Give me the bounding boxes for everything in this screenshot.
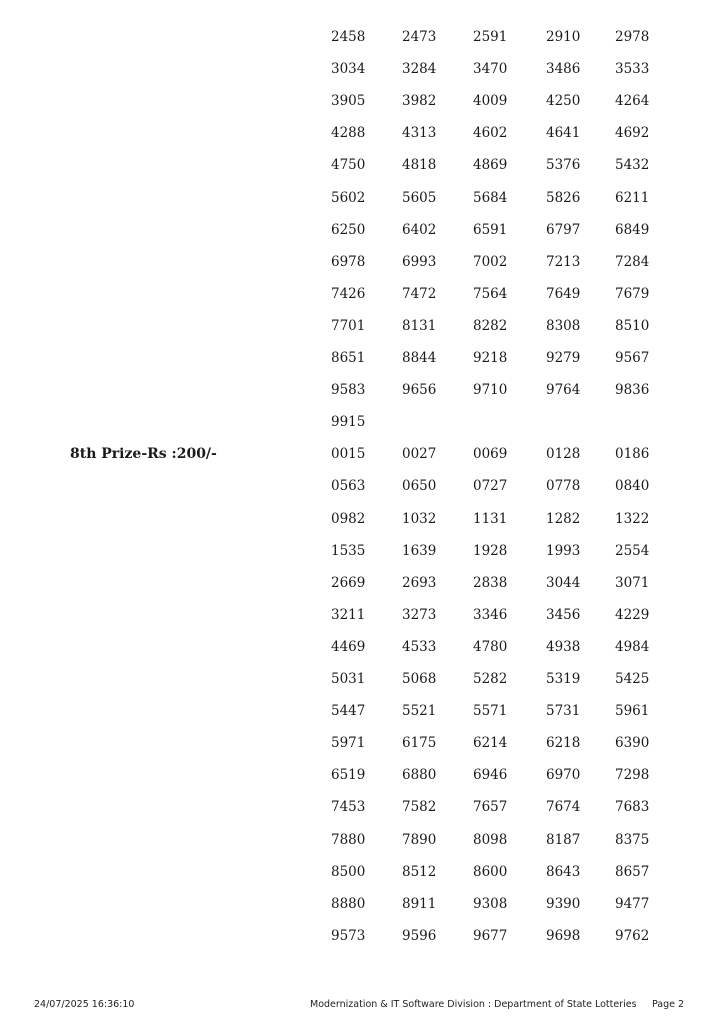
winning-number: 1639 — [402, 542, 437, 559]
table-row — [0, 831, 724, 863]
winning-number: 7880 — [331, 831, 366, 848]
winning-number: 0069 — [473, 446, 508, 463]
table-row — [0, 317, 724, 349]
winning-number: 3905 — [331, 93, 366, 110]
footer-page-number: Page 2 — [652, 999, 685, 1010]
winning-number: 4641 — [546, 125, 581, 142]
winning-number: 9836 — [615, 382, 650, 399]
winning-number: 9710 — [473, 382, 508, 399]
winning-number: 9762 — [615, 927, 650, 944]
winning-number: 1993 — [546, 542, 581, 559]
winning-number: 0027 — [402, 446, 437, 463]
winning-number: 4780 — [473, 638, 508, 655]
winning-number: 7426 — [331, 285, 366, 302]
winning-number: 9915 — [331, 414, 366, 431]
winning-number: 4313 — [402, 125, 437, 142]
winning-number: 6978 — [331, 253, 366, 270]
winning-number: 2693 — [402, 574, 437, 591]
winning-number: 3044 — [546, 574, 581, 591]
winning-number: 5605 — [402, 189, 437, 206]
table-row — [0, 156, 724, 188]
winning-number: 7472 — [402, 285, 437, 302]
winning-number: 6849 — [615, 221, 650, 238]
winning-number: 0563 — [331, 478, 366, 495]
winning-number: 1928 — [473, 542, 508, 559]
winning-number: 4229 — [615, 606, 650, 623]
winning-number: 9596 — [402, 927, 437, 944]
table-row — [0, 510, 724, 542]
winning-number: 7453 — [331, 799, 366, 816]
winning-number: 9477 — [615, 895, 650, 912]
table-row — [0, 798, 724, 830]
table-row — [0, 381, 724, 413]
winning-number: 5319 — [546, 671, 581, 687]
table-row — [0, 734, 724, 766]
table-row — [0, 927, 724, 959]
winning-number: 6211 — [615, 189, 650, 206]
winning-number: 4533 — [402, 638, 437, 655]
winning-number: 7213 — [546, 253, 581, 270]
winning-number: 5684 — [473, 189, 508, 206]
winning-number: 5425 — [615, 671, 650, 687]
winning-number: 7683 — [615, 799, 650, 816]
winning-number: 3211 — [331, 606, 366, 623]
winning-number: 8512 — [402, 863, 437, 880]
table-row — [0, 285, 724, 317]
winning-number: 4692 — [615, 125, 650, 142]
table-row — [0, 445, 724, 477]
winning-number: 3456 — [546, 606, 581, 623]
winning-number: 1032 — [402, 510, 437, 527]
winning-number: 3533 — [615, 61, 650, 78]
table-row — [0, 766, 724, 798]
winning-number: 0128 — [546, 446, 581, 463]
winning-number: 8911 — [402, 895, 437, 912]
winning-number: 6797 — [546, 221, 581, 238]
winning-number: 7657 — [473, 799, 508, 816]
winning-number: 6993 — [402, 253, 437, 270]
winning-number: 9764 — [546, 382, 581, 399]
winning-number: 4009 — [473, 93, 508, 110]
winning-number: 6218 — [546, 735, 581, 752]
winning-number: 7298 — [615, 767, 650, 784]
winning-number: 5521 — [402, 703, 437, 720]
winning-number: 3071 — [615, 574, 650, 591]
winning-number: 7890 — [402, 831, 437, 848]
winning-number: 6250 — [331, 221, 366, 238]
winning-number: 0015 — [331, 446, 366, 463]
winning-number: 2591 — [473, 29, 508, 45]
footer-timestamp: 24/07/2025 16:36:10 — [34, 999, 135, 1010]
winning-number: 2473 — [402, 29, 437, 45]
winning-number: 5961 — [615, 703, 650, 720]
winning-number: 6390 — [615, 735, 650, 752]
winning-number: 4264 — [615, 93, 650, 110]
winning-number: 8308 — [546, 317, 581, 334]
winning-number: 2978 — [615, 29, 650, 45]
winning-number: 1282 — [546, 510, 581, 527]
winning-number: 5731 — [546, 703, 581, 720]
winning-number: 4818 — [402, 157, 437, 174]
winning-number: 4750 — [331, 157, 366, 174]
winning-number: 3284 — [402, 61, 437, 78]
winning-number: 6519 — [331, 767, 366, 784]
winning-number: 4984 — [615, 638, 650, 655]
winning-number: 2458 — [331, 29, 366, 45]
winning-number: 7701 — [331, 317, 366, 334]
winning-number: 9567 — [615, 350, 650, 366]
winning-number: 7674 — [546, 799, 581, 816]
winning-number: 8844 — [402, 350, 437, 366]
winning-number: 7679 — [615, 285, 650, 302]
winning-number: 0186 — [615, 446, 650, 463]
winning-number: 6402 — [402, 221, 437, 238]
winning-number: 8510 — [615, 317, 650, 334]
table-row — [0, 606, 724, 638]
winning-number: 9279 — [546, 350, 581, 366]
winning-number: 5571 — [473, 703, 508, 720]
winning-number: 4869 — [473, 157, 508, 174]
winning-number: 2910 — [546, 29, 581, 45]
winning-number: 5282 — [473, 671, 508, 687]
winning-number: 1131 — [473, 510, 508, 527]
winning-number: 1322 — [615, 510, 650, 527]
winning-number: 8880 — [331, 895, 366, 912]
winning-number: 2838 — [473, 574, 508, 591]
winning-number: 6214 — [473, 735, 508, 752]
table-row — [0, 702, 724, 734]
winning-number: 9656 — [402, 382, 437, 399]
table-row — [0, 60, 724, 92]
winning-number: 6970 — [546, 767, 581, 784]
winning-number: 0727 — [473, 478, 508, 495]
table-row — [0, 349, 724, 381]
winning-number: 6591 — [473, 221, 508, 238]
winning-number: 5068 — [402, 671, 437, 687]
winning-number: 7649 — [546, 285, 581, 302]
winning-number: 3273 — [402, 606, 437, 623]
winning-number: 3470 — [473, 61, 508, 78]
winning-number: 5031 — [331, 671, 366, 687]
winning-number: 8500 — [331, 863, 366, 880]
winning-number: 7582 — [402, 799, 437, 816]
winning-number: 5432 — [615, 157, 650, 174]
winning-number: 9218 — [473, 350, 508, 366]
table-row — [0, 574, 724, 606]
table-row — [0, 189, 724, 221]
winning-number: 9698 — [546, 927, 581, 944]
winning-number: 4469 — [331, 638, 366, 655]
winning-number: 8187 — [546, 831, 581, 848]
winning-number: 0778 — [546, 478, 581, 495]
winning-number: 8131 — [402, 317, 437, 334]
winning-number: 7284 — [615, 253, 650, 270]
table-row — [0, 638, 724, 670]
winning-number: 8651 — [331, 350, 366, 366]
prize-category-label: 8th Prize-Rs :200/- — [70, 446, 217, 463]
winning-number: 2554 — [615, 542, 650, 559]
winning-number: 7564 — [473, 285, 508, 302]
winning-number: 3486 — [546, 61, 581, 78]
table-row — [0, 542, 724, 574]
winning-number: 1535 — [331, 542, 366, 559]
winning-number: 6175 — [402, 735, 437, 752]
table-row — [0, 670, 724, 702]
winning-number: 4250 — [546, 93, 581, 110]
winning-number: 5826 — [546, 189, 581, 206]
table-row — [0, 221, 724, 253]
table-row — [0, 124, 724, 156]
table-row — [0, 477, 724, 509]
winning-number: 4288 — [331, 125, 366, 142]
winning-number: 2669 — [331, 574, 366, 591]
winning-number: 6946 — [473, 767, 508, 784]
winning-number: 9308 — [473, 895, 508, 912]
table-row — [0, 253, 724, 285]
winning-number: 6880 — [402, 767, 437, 784]
winning-number: 4602 — [473, 125, 508, 142]
winning-number: 0840 — [615, 478, 650, 495]
winning-number: 0982 — [331, 510, 366, 527]
winning-number: 8098 — [473, 831, 508, 848]
winning-number: 3034 — [331, 61, 366, 78]
winning-number: 5376 — [546, 157, 581, 174]
table-row — [0, 92, 724, 124]
table-row — [0, 895, 724, 927]
winning-number: 8643 — [546, 863, 581, 880]
winning-number: 7002 — [473, 253, 508, 270]
winning-number: 3982 — [402, 93, 437, 110]
winning-number: 0650 — [402, 478, 437, 495]
winning-number: 5602 — [331, 189, 366, 206]
table-row — [0, 28, 724, 60]
winning-number: 5447 — [331, 703, 366, 720]
winning-number: 8657 — [615, 863, 650, 880]
table-row — [0, 413, 724, 445]
table-row — [0, 863, 724, 895]
winning-number: 4938 — [546, 638, 581, 655]
winning-number: 9677 — [473, 927, 508, 944]
winning-number: 9573 — [331, 927, 366, 944]
winning-number: 9390 — [546, 895, 581, 912]
winning-number: 3346 — [473, 606, 508, 623]
winning-number: 8600 — [473, 863, 508, 880]
winning-number: 5971 — [331, 735, 366, 752]
winning-number: 8282 — [473, 317, 508, 334]
winning-number: 8375 — [615, 831, 650, 848]
winning-number: 9583 — [331, 382, 366, 399]
footer-division: Modernization & IT Software Division : Department of State Lotteries — [310, 999, 637, 1010]
